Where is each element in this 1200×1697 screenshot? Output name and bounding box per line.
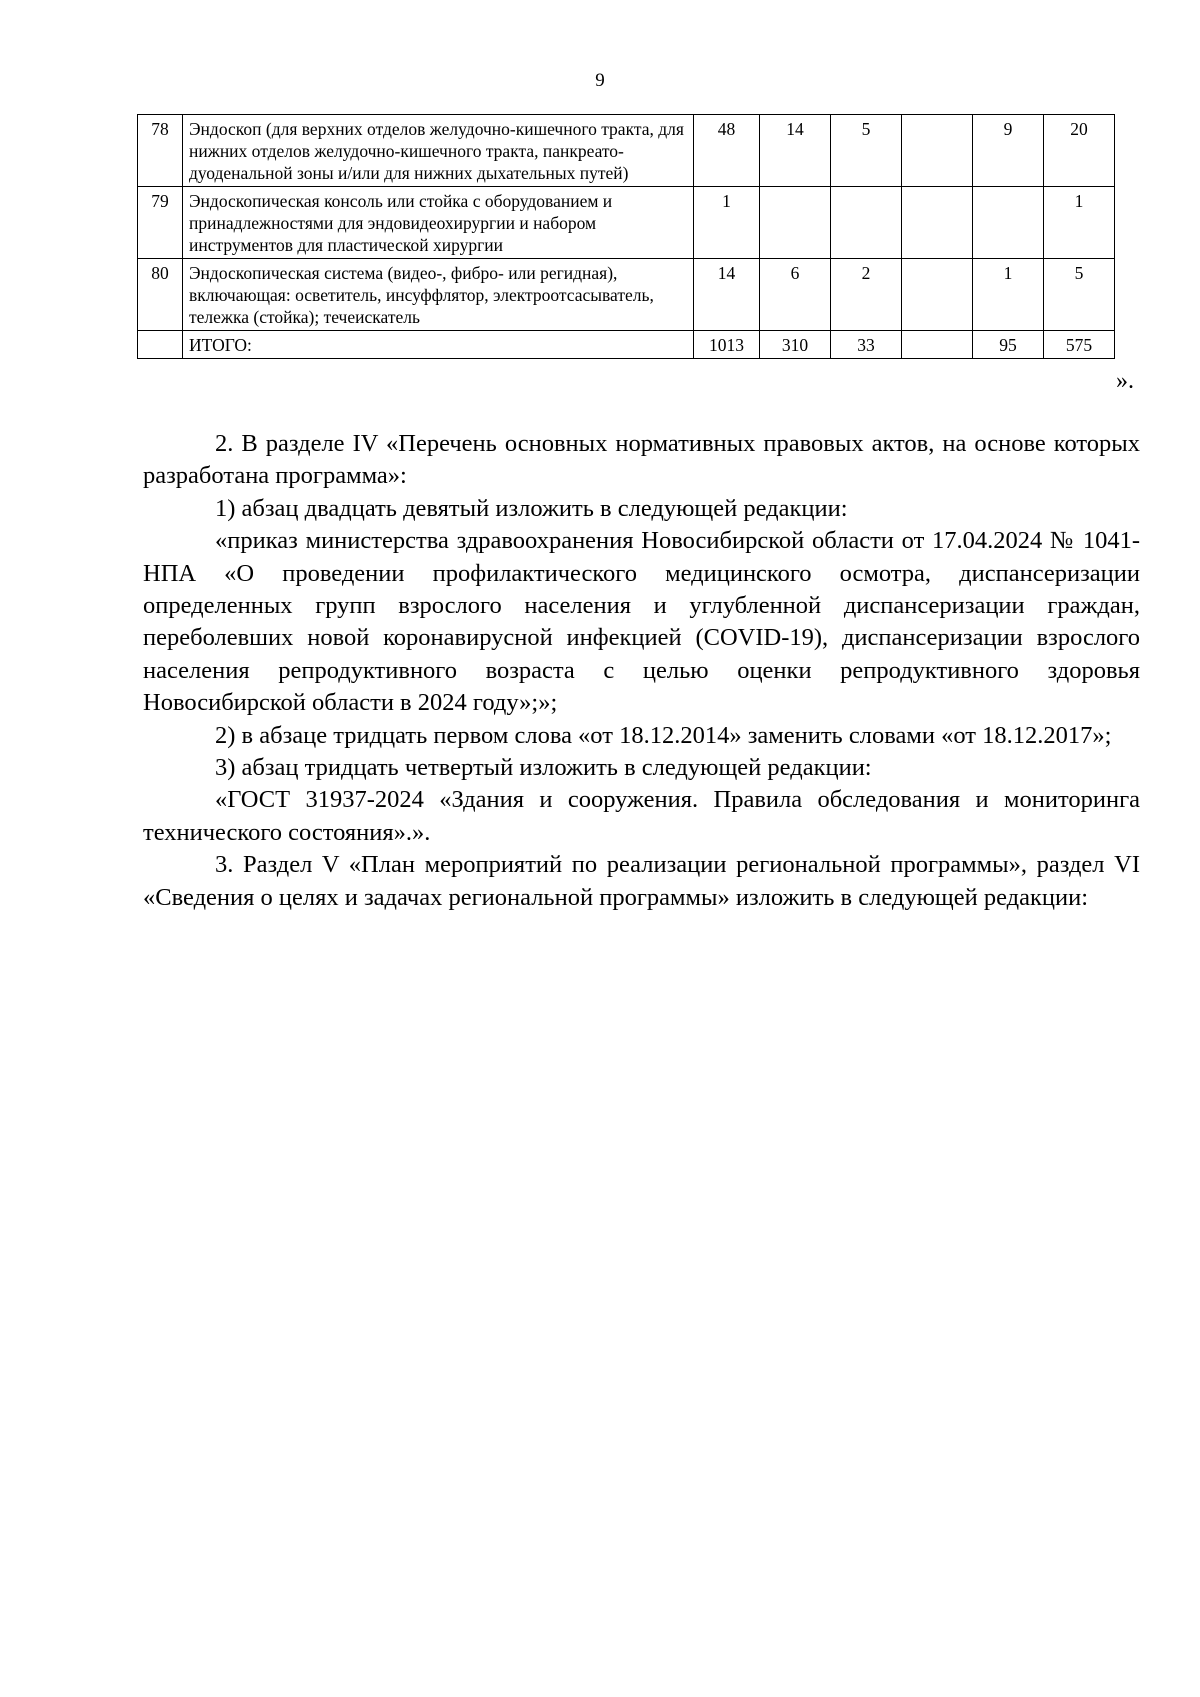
value-cell — [760, 187, 831, 259]
total-value — [902, 331, 973, 359]
row-number: 80 — [138, 259, 183, 331]
value-cell: 5 — [831, 115, 902, 187]
table-row — [138, 187, 1115, 259]
total-value: 1013 — [694, 331, 760, 359]
total-value: 95 — [973, 331, 1044, 359]
paragraph-section-2: 2. В разделе IV «Перечень основных нормативных правовых актов, на основе которых разработана программа»: — [143, 430, 1140, 490]
value-cell — [831, 187, 902, 259]
value-cell: 1 — [1044, 187, 1115, 259]
paragraph-section-3: 3. Раздел V «План мероприятий по реализации региональной программы», раздел VI «Сведения о целях и задачах региональной программы» изложить в следующей редакции: — [143, 851, 1140, 911]
value-cell — [973, 187, 1044, 259]
value-cell: 1 — [973, 259, 1044, 331]
row-number — [138, 331, 183, 359]
value-cell: 14 — [694, 259, 760, 331]
table-row — [138, 115, 1115, 187]
paragraph-gost-quote: «ГОСТ 31937-2024 «Здания и сооружения. Правила обследования и мониторинга технического состояния».». — [143, 786, 1140, 846]
equipment-name: Эндоскопическая консоль или стойка с оборудованием и принадлежностями для эндовидеохирургии и набором инструментов для пластической хирургии — [183, 187, 694, 259]
total-value: 310 — [760, 331, 831, 359]
row-number: 79 — [138, 187, 183, 259]
value-cell — [902, 259, 973, 331]
value-cell: 1 — [694, 187, 760, 259]
total-label: ИТОГО: — [183, 331, 694, 359]
value-cell: 14 — [760, 115, 831, 187]
value-cell: 2 — [831, 259, 902, 331]
page-number: 9 — [595, 70, 605, 91]
paragraph-item-2: 2) в абзаце тридцать первом слова «от 18.12.2014» заменить словами «от 18.12.2017»; — [215, 721, 1112, 749]
value-cell: 48 — [694, 115, 760, 187]
document-body — [143, 428, 1140, 914]
value-cell: 6 — [760, 259, 831, 331]
value-cell — [902, 115, 973, 187]
total-value: 33 — [831, 331, 902, 359]
table-row — [138, 259, 1115, 331]
total-value: 575 — [1044, 331, 1115, 359]
paragraph-item-3: 3) абзац тридцать четвертый изложить в следующей редакции: — [215, 754, 872, 782]
equipment-name: Эндоскоп (для верхних отделов желудочно-кишечного тракта, для нижних отделов желудочно-кишечного тракта, панкреато-дуоденальной зоны и/или для нижних дыхательных путей) — [183, 115, 694, 187]
closing-quote: ». — [1116, 368, 1134, 394]
row-number: 78 — [138, 115, 183, 187]
value-cell — [902, 187, 973, 259]
value-cell: 20 — [1044, 115, 1115, 187]
table-total-row — [138, 331, 1115, 359]
paragraph-item-1: 1) абзац двадцать девятый изложить в следующей редакции: — [215, 494, 848, 522]
value-cell: 5 — [1044, 259, 1115, 331]
value-cell: 9 — [973, 115, 1044, 187]
equipment-table — [137, 114, 1115, 359]
paragraph-order-quote: «приказ министерства здравоохранения Новосибирской области от 17.04.2024 № 1041-НПА «О проведении профилактического медицинского осмотра, диспансеризации определенных групп взрослого населения и углубленной диспансеризации граждан, переболевших новой коронавирусной инфекцией (COVID-19), диспансеризации взрослого населения репродуктивного возраста с целью оценки репродуктивного здоровья Новосибирской области в 2024 году»;»; — [143, 527, 1140, 717]
equipment-name: Эндоскопическая система (видео-, фибро- или регидная), включающая: осветитель, инсуффлятор, электроотсасыватель, тележка (стойка); течеискатель — [183, 259, 694, 331]
